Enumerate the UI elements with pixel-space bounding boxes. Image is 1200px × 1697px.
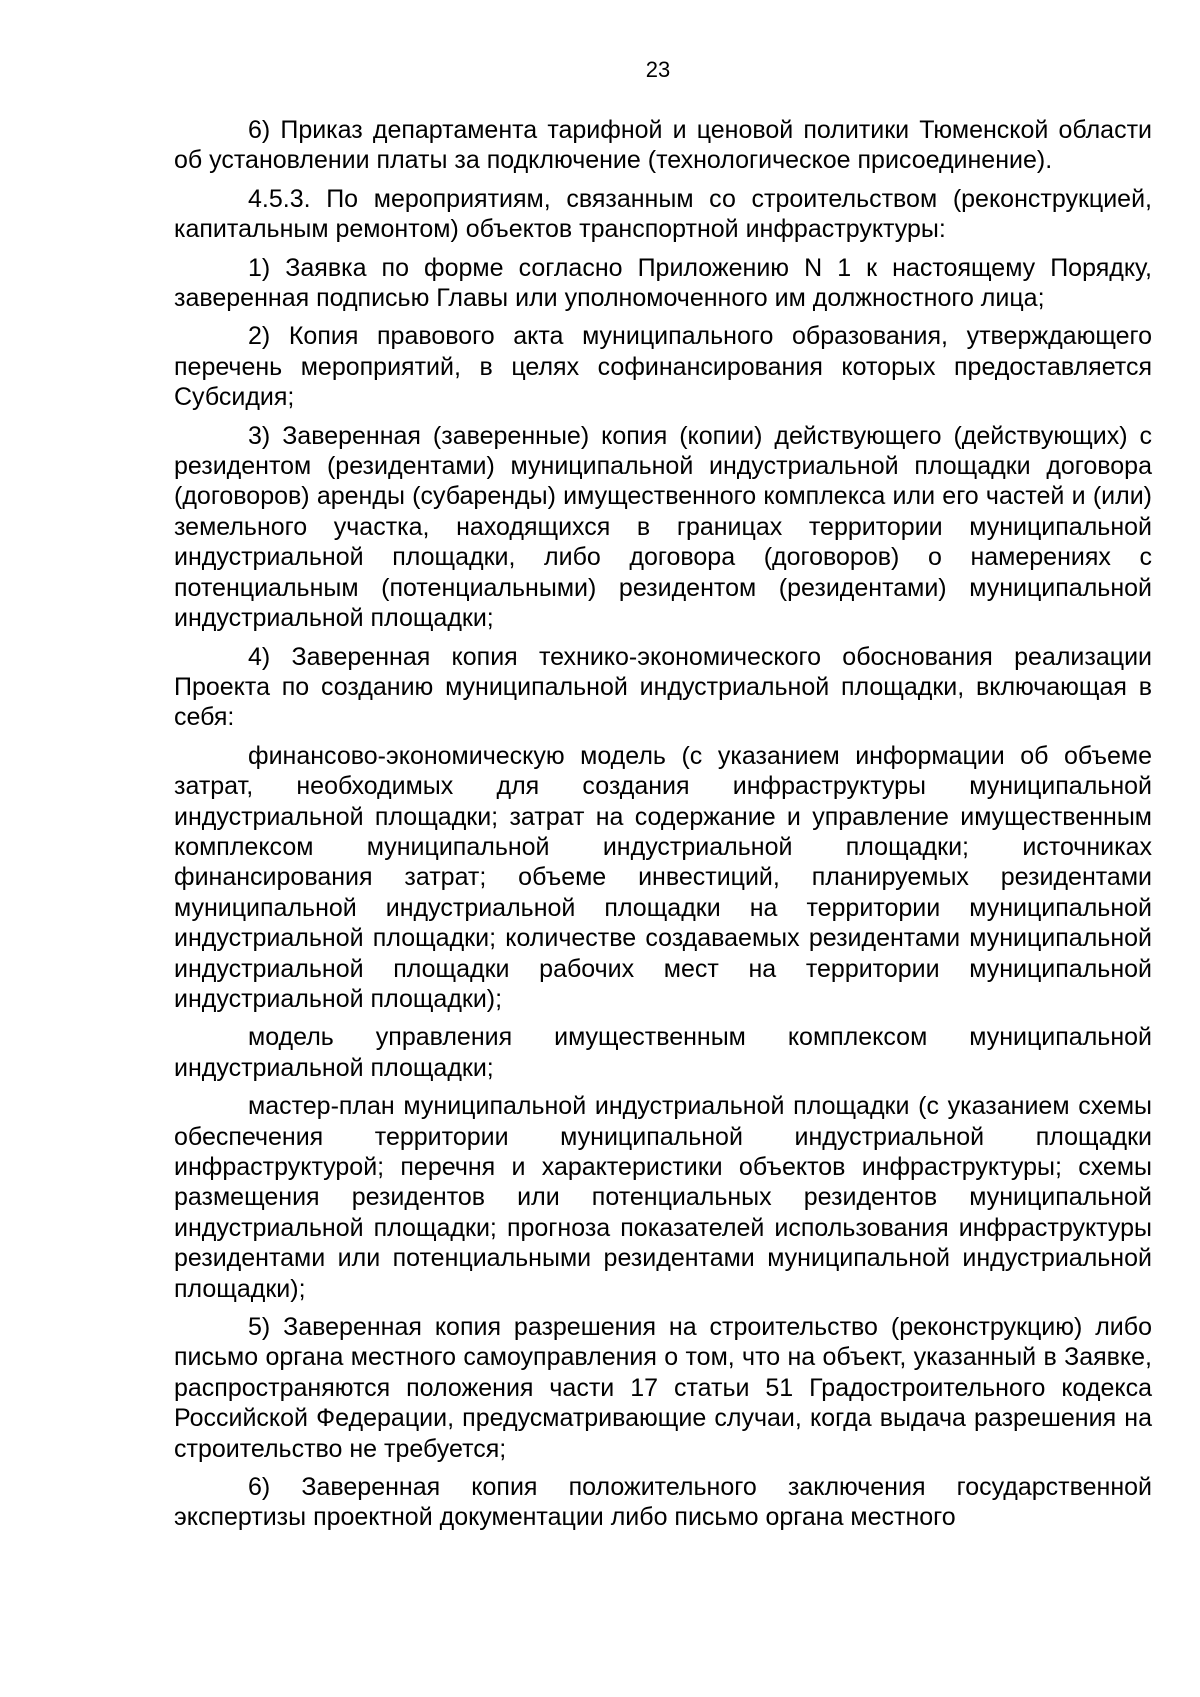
paragraph-item-6-expertise: 6) Заверенная копия положительного заключения государственной экспертизы проектной документации либо письмо органа местного: [174, 1473, 1152, 1532]
paragraph-item-1-application: 1) Заявка по форме согласно Приложению N 1 к настоящему Порядку, заверенная подписью Главы или уполномоченного им должностного лица;: [174, 253, 1152, 313]
paragraph-management-model: модель управления имущественным комплексом муниципальной индустриальной площадки;: [174, 1023, 1152, 1082]
document-body: [174, 115, 1152, 1541]
paragraph-tariff-order: 6) Приказ департамента тарифной и ценовой политики Тюменской области об установлении платы за подключение (технологическое присоединение).: [174, 116, 1152, 175]
page-number: 23: [645, 57, 671, 82]
paragraph-item-5-building-permit: 5) Заверенная копия разрешения на строительство (реконструкцию) либо письмо органа местного самоуправления о том, что на объект, указанный в Заявке, распространяются положения части 17 статьи 51 Градостроительного кодекса Российской Федерации, предусматривающие случаи, когда выдача разрешения на строительство не требуется;: [174, 1313, 1152, 1463]
paragraph-master-plan: мастер-план муниципальной индустриальной площадки (с указанием схемы обеспечения территории муниципальной индустриальной площадки инфраструктурой; перечня и характеристики объектов инфраструктуры; схемы размещения резидентов или потенциальных резидентов муниципальной индустриальной площадки; прогноза показателей использования инфраструктуры резидентами или потенциальными резидентами муниципальной индустриальной площадки);: [174, 1092, 1152, 1303]
paragraph-item-2-legal-act: 2) Копия правового акта муниципального образования, утверждающего перечень мероприятий, в целях софинансирования которых предоставляется Субсидия;: [174, 322, 1152, 412]
paragraph-item-3-lease-contracts: 3) Заверенная (заверенные) копия (копии) действующего (действующих) с резидентом (резидентами) муниципальной индустриальной площадки договора (договоров) аренды (субаренды) имущественного комплекса или его частей и (или) земельного участка, находящихся в границах территории муниципальной индустриальной площадки, либо договора (договоров) о намерениях с потенциальным (потенциальными) резидентом (резидентами) муниципальной индустриальной площадки;: [174, 421, 1152, 633]
paragraph-financial-model: финансово-экономическую модель (с указанием информации об объеме затрат, необходимых для создания инфраструктуры муниципальной индустриальной площадки; затрат на содержание и управление имущественным комплексом муниципальной индустриальной площадки; источниках финансирования затрат; объеме инвестиций, планируемых резидентами муниципальной индустриальной площадки на территории муниципальной индустриальной площадки; количестве создаваемых резидентами муниципальной индустриальной площадки рабочих мест на территории муниципальной индустриальной площадки);: [174, 741, 1152, 1013]
paragraph-section-4-5-3: 4.5.3. По мероприятиям, связанным со строительством (реконструкцией, капитальным ремонтом) объектов транспортной инфраструктуры:: [174, 184, 1152, 244]
paragraph-item-4-feasibility-study: 4) Заверенная копия технико-экономического обоснования реализации Проекта по созданию муниципальной индустриальной площадки, включающая в себя:: [174, 642, 1152, 732]
